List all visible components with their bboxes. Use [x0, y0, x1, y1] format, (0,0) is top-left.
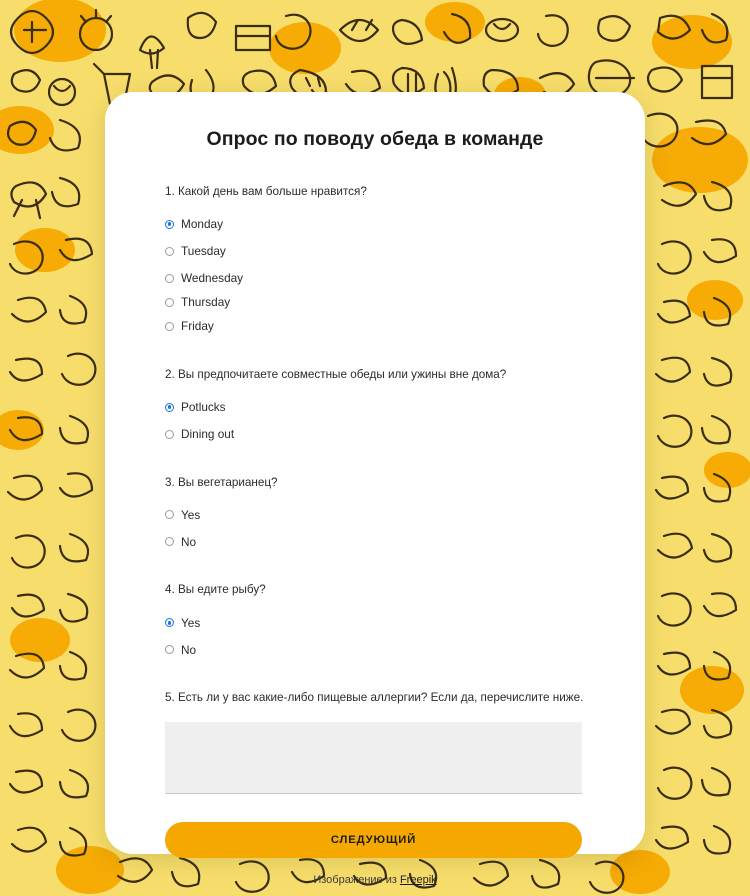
- allergies-field-wrap: [165, 722, 585, 794]
- radio-icon-selected[interactable]: [165, 220, 174, 229]
- question-label-4: 4. Вы едите рыбу?: [165, 583, 266, 597]
- image-credit: [165, 874, 585, 886]
- option-3-2[interactable]: [165, 531, 585, 552]
- option-label: No: [181, 642, 197, 657]
- option-1-2[interactable]: [165, 241, 585, 262]
- option-label: Yes: [181, 507, 201, 522]
- options-group-1: [165, 214, 585, 337]
- option-1-1[interactable]: [165, 214, 585, 235]
- option-3-1[interactable]: [165, 504, 585, 525]
- option-2-1[interactable]: [165, 397, 585, 418]
- option-4-2[interactable]: [165, 639, 585, 660]
- allergies-textarea[interactable]: [165, 722, 582, 794]
- question-label-2: 2. Вы предпочитаете совместные обеды или ужины вне дома?: [165, 367, 507, 381]
- option-2-2[interactable]: [165, 424, 585, 445]
- option-label: Friday: [181, 319, 214, 334]
- radio-icon[interactable]: [165, 510, 174, 519]
- option-4-1[interactable]: [165, 612, 585, 633]
- radio-icon[interactable]: [165, 645, 174, 654]
- radio-icon[interactable]: [165, 247, 174, 256]
- option-label: Potlucks: [181, 400, 226, 415]
- option-label: Monday: [181, 217, 223, 232]
- radio-icon-selected[interactable]: [165, 403, 174, 412]
- question-label-5: 5. Есть ли у вас какие-либо пищевые аллергии? Если да, перечислите ниже.: [165, 691, 584, 705]
- radio-icon[interactable]: [165, 298, 174, 307]
- option-label: Wednesday: [181, 271, 244, 286]
- image-credit-prefix: Изображение из: [313, 873, 400, 886]
- next-button[interactable]: СЛЕДУЮЩИЙ: [165, 822, 582, 858]
- option-label: No: [181, 534, 197, 549]
- radio-icon[interactable]: [165, 537, 174, 546]
- option-label: Yes: [181, 615, 201, 630]
- option-label: Dining out: [181, 427, 235, 442]
- radio-icon[interactable]: [165, 430, 174, 439]
- radio-icon-selected[interactable]: [165, 618, 174, 627]
- options-group-3: [165, 504, 585, 552]
- option-label: Thursday: [181, 295, 231, 310]
- option-1-3[interactable]: [165, 268, 585, 289]
- option-1-4[interactable]: [165, 292, 585, 313]
- radio-icon[interactable]: [165, 274, 174, 283]
- option-label: Tuesday: [181, 244, 226, 259]
- question-label-3: 3. Вы вегетарианец?: [165, 475, 278, 489]
- page-title: Опрос по поводу обеда в команде: [206, 128, 544, 150]
- freepik-link[interactable]: Freepik: [399, 873, 437, 886]
- radio-icon[interactable]: [165, 322, 174, 331]
- survey-card: [105, 92, 645, 886]
- options-group-2: [165, 397, 585, 445]
- options-group-4: [165, 612, 585, 660]
- question-label-1: 1. Какой день вам больше нравится?: [165, 185, 367, 198]
- option-1-5[interactable]: [165, 316, 585, 337]
